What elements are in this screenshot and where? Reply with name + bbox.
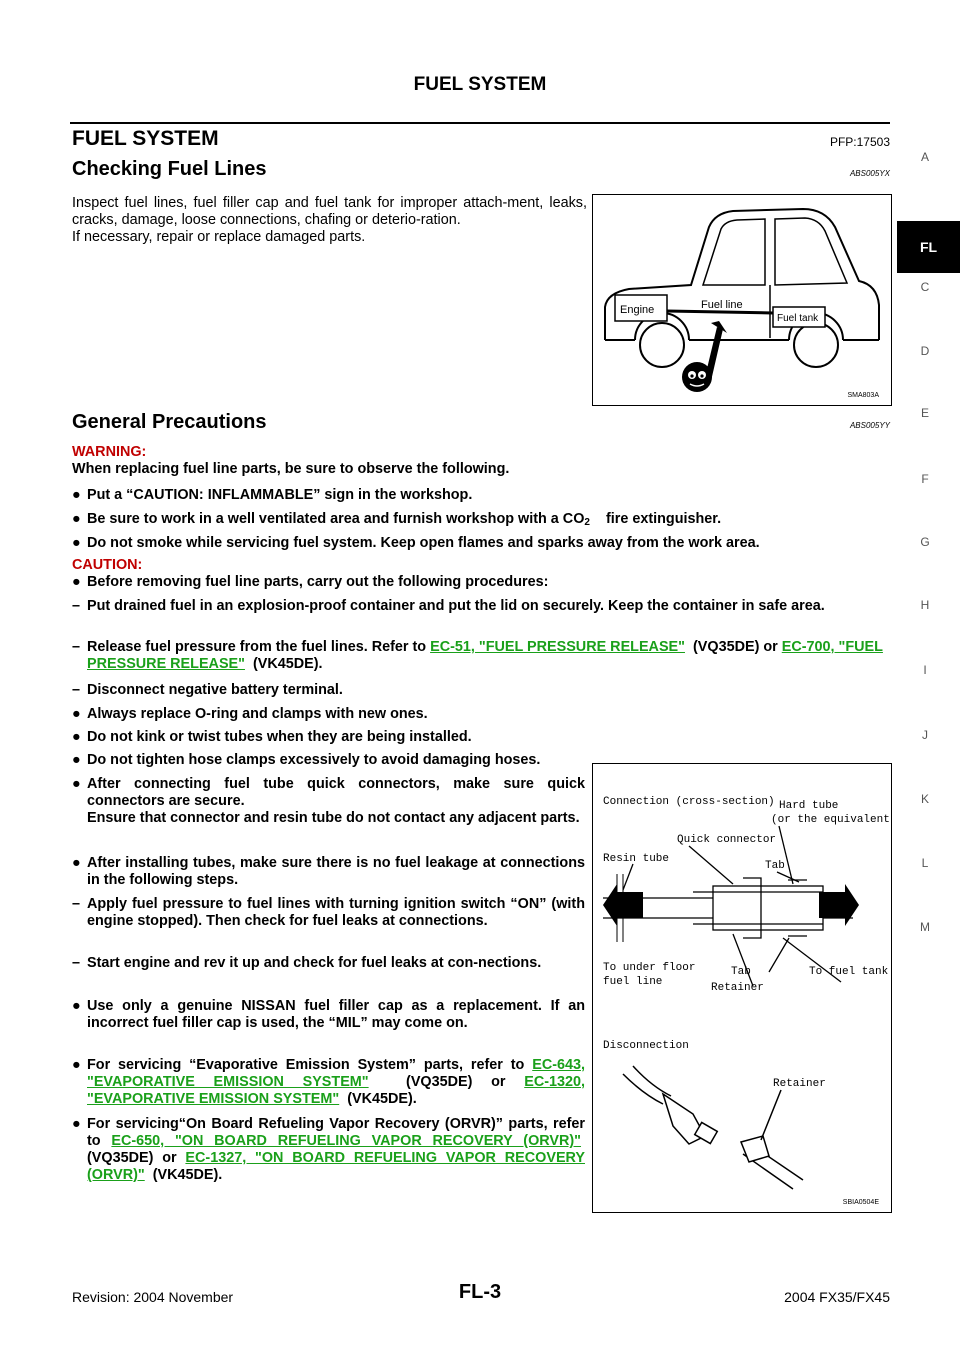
precautions-code: ABS005YY — [849, 421, 890, 430]
index-g[interactable]: G — [920, 535, 930, 549]
warning-item-3: ● Do not smoke while servicing fuel system. Keep open flames and sparks away from the work area. — [72, 535, 760, 551]
figure1-code: SMA803A — [847, 392, 879, 399]
footer-revision: Revision: 2004 November — [72, 1289, 234, 1305]
caution-item-5: ● After connecting fuel tube quick connectors, make sure quick connectors are secure. Ensure that connector and resin tube do not contact any adjacent parts. — [72, 776, 585, 826]
caution-sub-6b: – Start engine and rev it up and check for fuel leaks at con-nections. — [72, 955, 542, 971]
pfp-code: PFP:17503 — [829, 135, 890, 149]
index-i[interactable]: I — [923, 663, 927, 677]
index-f[interactable]: F — [921, 472, 929, 486]
checking-text-2: If necessary, repair or replace damaged parts. — [72, 229, 366, 245]
link-ec-51[interactable]: EC-51, "FUEL PRESSURE RELEASE" — [430, 639, 685, 655]
warning-intro: When replacing fuel line parts, be sure to observe the following. — [72, 461, 510, 477]
header-rule — [70, 122, 890, 124]
index-c[interactable]: C — [920, 280, 930, 294]
index-fl-active[interactable]: FL — [897, 221, 960, 273]
precautions-title: General Precautions — [72, 411, 267, 433]
under-floor-label: To under floor — [603, 962, 696, 974]
fuel-line-label-2: fuel line — [603, 976, 663, 988]
checking-code: ABS005YX — [849, 169, 890, 178]
caution-sub-1a: – Put drained fuel in an explosion-proof container and put the lid on securely. Keep the container in safe area. — [72, 598, 825, 614]
caution-sub-1c: – Disconnect negative battery terminal. — [72, 682, 343, 698]
link-ec-700[interactable]: EC-700, "FUEL PRESSURE RELEASE" — [87, 639, 883, 672]
disconnection-label: Disconnection — [603, 1040, 689, 1052]
warning-item-1: ● Put a “CAUTION: INFLAMMABLE” sign in the workshop. — [72, 487, 473, 503]
footer-page-number: FL-3 — [458, 1281, 502, 1303]
caution-item-8: ● For servicing “Evaporative Emission System” parts, refer to EC-643, "EVAPORATIVE EMISSION SYSTEM" (VQ35DE) or EC-1320, "EVAPORATIVE EMISSION SYSTEM" (VK45DE). — [72, 1057, 586, 1107]
tab-label: Tab — [765, 860, 785, 872]
connector-illustration — [593, 764, 891, 1212]
fuel-tank-label: Fuel tank — [777, 313, 819, 324]
link-ec-1327[interactable]: EC-1327, "ON BOARD REFUELING VAPOR RECOVERY (ORVR)" — [87, 1150, 585, 1183]
to-fuel-tank-label: To fuel tank — [809, 966, 889, 978]
figure2-code: SBIA0504E — [842, 1199, 879, 1206]
index-e[interactable]: E — [920, 406, 929, 420]
warning-item-2: ● Be sure to work in a well ventilated area and furnish workshop with a $CO_2$ fire extinguisher. — [72, 511, 722, 528]
caution-item-9: ● For servicing“On Board Refueling Vapor Recovery (ORVR)” parts, refer to EC-650, "ON BOARD REFUELING VAPOR RECOVERY (ORVR)" (VQ35DE) or EC-1327, "ON BOARD REFUELING VAPOR RECOVERY (ORVR)" (VK45DE). — [72, 1116, 585, 1183]
link-ec-650[interactable]: EC-650, "ON BOARD REFUELING VAPOR RECOVERY (ORVR)" — [111, 1133, 582, 1149]
car-figure — [592, 194, 892, 406]
hard-tube-label-2: (or the equivalent) — [771, 814, 891, 826]
index-a[interactable]: A — [920, 150, 929, 164]
inspector-face-icon — [682, 362, 712, 392]
index-m[interactable]: M — [920, 920, 930, 934]
caution-sub-1b: – Release fuel pressure from the fuel lines. Refer to EC-51, "FUEL PRESSURE RELEASE" (VQ35DE) or EC-700, "FUEL PRESSURE RELEASE" (VK45DE). — [72, 639, 883, 672]
caution-item-1: ● Before removing fuel line parts, carry out the following procedures: — [72, 574, 549, 590]
caution-item-4: ● Do not tighten hose clamps excessively to avoid damaging hoses. — [72, 752, 541, 768]
index-h[interactable]: H — [920, 598, 930, 612]
tab-label-2: Tab — [731, 966, 751, 978]
connection-label: Connection (cross-section) — [603, 796, 775, 808]
index-k[interactable]: K — [920, 792, 929, 806]
index-d[interactable]: D — [920, 344, 930, 358]
checking-paragraph — [72, 195, 587, 246]
caution-item-2: ● Always replace O-ring and clamps with new ones. — [72, 706, 428, 722]
caution-sub-6a: – Apply fuel pressure to fuel lines with turning ignition switch “ON” (with engine stopped). Then check for fuel leaks at connections. — [72, 896, 585, 929]
quick-connector-label: Quick connector — [677, 834, 777, 846]
caution-item-6: ● After installing tubes, make sure there is no fuel leakage at connections in the following steps. — [72, 855, 585, 888]
car-illustration — [593, 195, 891, 405]
footer-model: 2004 FX35/FX45 — [784, 1289, 890, 1305]
checking-title: Checking Fuel Lines — [72, 158, 267, 180]
hard-tube-label: Hard tube — [779, 800, 839, 812]
resin-tube-label: Resin tube — [603, 853, 670, 865]
retainer-label: Retainer — [711, 982, 764, 994]
fuel-line-label: Fuel line — [701, 299, 743, 311]
index-l[interactable]: L — [921, 856, 929, 870]
engine-label: Engine — [620, 304, 655, 316]
retainer-label-2: Retainer — [773, 1078, 826, 1090]
connector-figure — [592, 763, 892, 1213]
caution-label: CAUTION: — [72, 557, 143, 573]
link-ec-1320[interactable]: EC-1320, "EVAPORATIVE EMISSION SYSTEM" — [87, 1074, 586, 1107]
running-header: FUEL SYSTEM — [413, 74, 547, 95]
checking-text: Inspect fuel lines, fuel filler cap and fuel tank for improper attach-ment, leaks, cracks, damage, loose connections, chafing or deterio-ration. — [72, 195, 587, 228]
warning-label: WARNING: — [72, 444, 147, 460]
caution-item-3: ● Do not kink or twist tubes when they are being installed. — [72, 729, 472, 745]
index-j[interactable]: J — [922, 728, 928, 742]
link-ec-643[interactable]: EC-643, "EVAPORATIVE EMISSION SYSTEM" — [87, 1057, 586, 1090]
caution-item-7: ● Use only a genuine NISSAN fuel filler cap as a replacement. If an incorrect fuel filler cap is used, the “MIL” may come on. — [72, 998, 585, 1031]
section-title: FUEL SYSTEM — [72, 127, 219, 150]
